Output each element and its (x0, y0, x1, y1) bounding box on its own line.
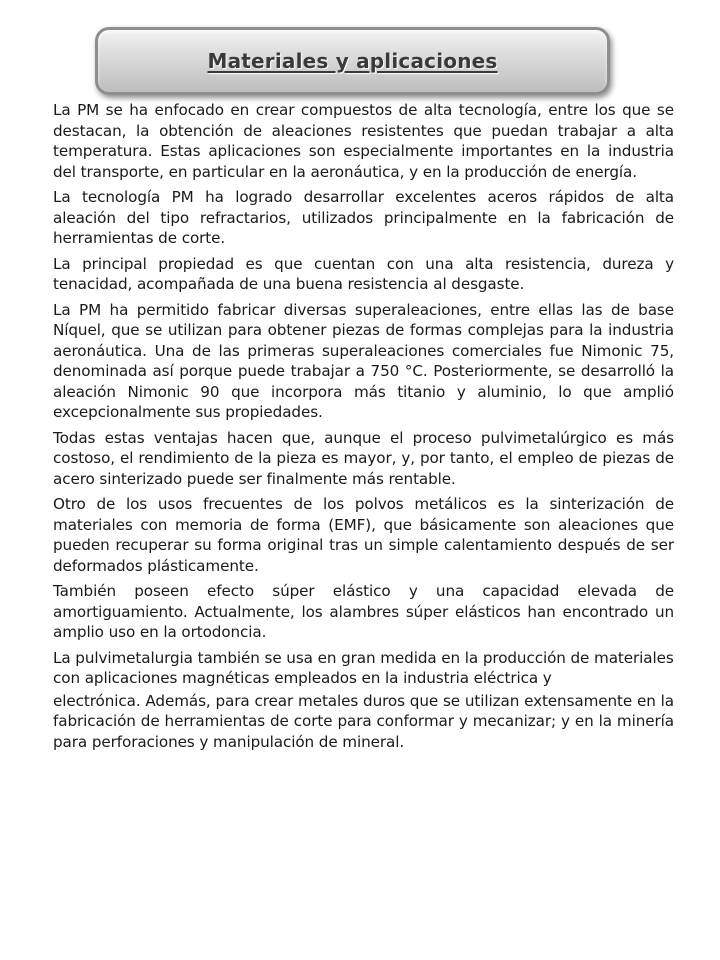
section-title: Materiales y aplicaciones (207, 49, 498, 73)
paragraph-superelastic: También poseen efecto súper elástico y una capacidad elevada de amortiguamiento. Actualmente, los alambres súper elásticos han encontrado un amplio uso en la ortodoncia. (53, 582, 674, 641)
paragraph-shape-memory: Otro de los usos frecuentes de los polvos metálicos es la sinterización de materiales con memoria de forma (EMF), que básicamente son aleaciones que pueden recuperar su forma original tras un simple calentamiento después de ser deformados plásticamente. (53, 495, 674, 575)
section-title-banner (95, 27, 610, 95)
article-body (53, 100, 674, 757)
paragraph-properties: La principal propiedad es que cuentan con una alta resistencia, dureza y tenacidad, acompañada de una buena resistencia al desgaste. (53, 254, 674, 293)
paragraph-high-tech-compounds: La PM se ha enfocado en crear compuestos de alta tecnología, entre los que se destacan, la obtención de aleaciones resistentes que puedan trabajar a alta temperatura. Estas aplicaciones son especialmente importantes en la industria del transporte, en particular en la aeronáutica, y en la producción de energía. (53, 101, 674, 181)
paragraph-hard-metals: electrónica. Además, para crear metales duros que se utilizan extensamente en la fabricación de herramientas de corte para conformar y mecanizar; y en la minería para perforaciones y manipulación de mineral. (53, 691, 674, 751)
paragraph-advantages: Todas estas ventajas hacen que, aunque el proceso pulvimetalúrgico es más costoso, el rendimiento de la pieza es mayor, y, por tanto, el empleo de piezas de acero sinterizado puede ser finalmente más rentable. (53, 428, 674, 488)
paragraph-high-speed-steels: La tecnología PM ha logrado desarrollar excelentes aceros rápidos de alta aleación del tipo refractarios, utilizados principalmente en la fabricación de herramientas de corte. (53, 188, 674, 247)
paragraph-magnetic: La pulvimetalurgia también se usa en gran medida en la producción de materiales con aplicaciones magnéticas empleados en la industria eléctrica y (53, 648, 674, 687)
paragraph-superalloys: La PM ha permitido fabricar diversas superaleaciones, entre ellas las de base Níquel, que se utilizan para obtener piezas de formas complejas para la industria aeronáutica. Una de las primeras superaleaciones comerciales fue Nimonic 75, denominada así porque puede trabajar a 750 °C. Posteriormente, se desarrolló la aleación Nimonic 90 que incorpora más titanio y aluminio, lo que amplió excepcionalmente sus propiedades. (53, 300, 674, 421)
